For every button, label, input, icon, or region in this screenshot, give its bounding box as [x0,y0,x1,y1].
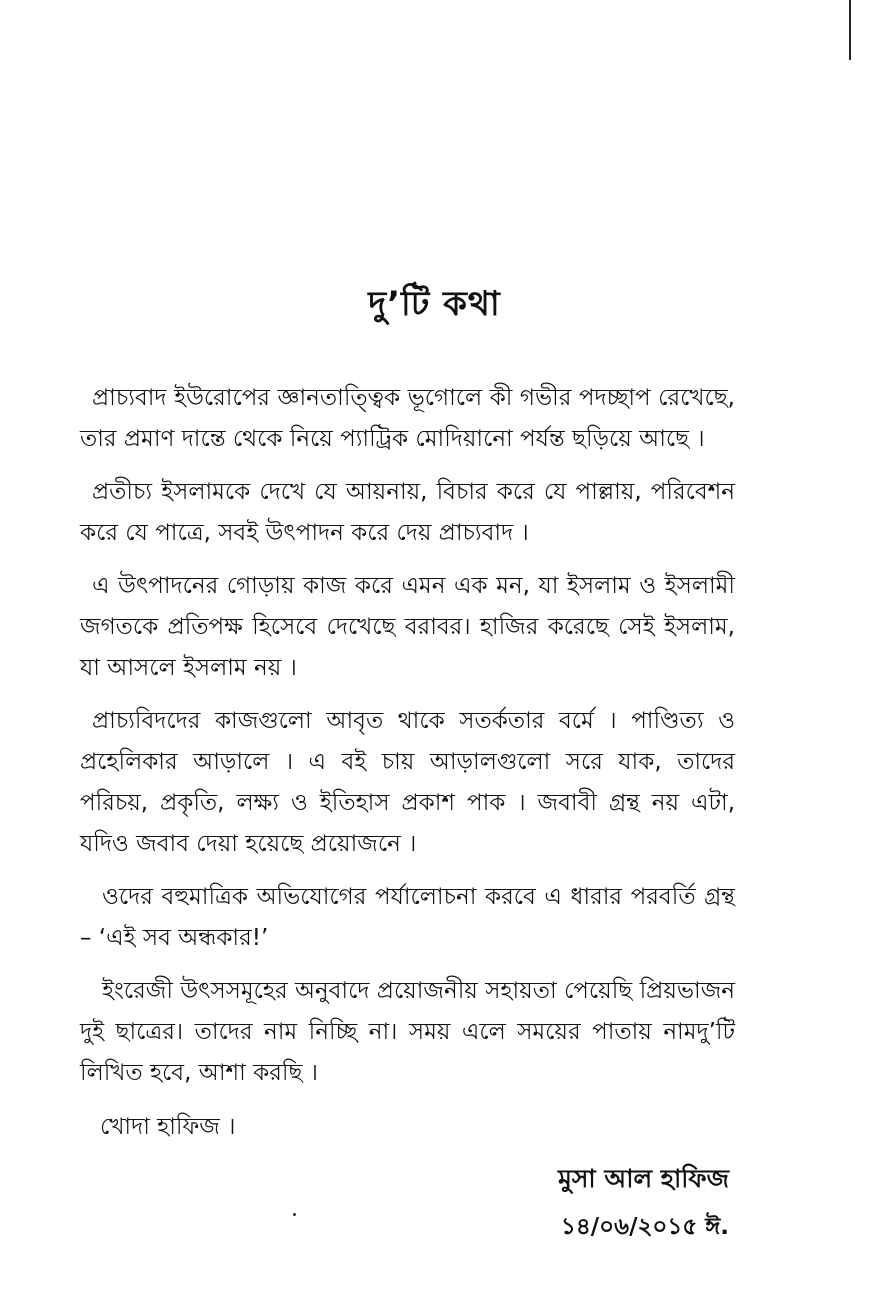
page-title: দু’টি কথা [368,284,501,324]
paragraph-1: প্রাচ্যবাদ ইউরোপের জ্ঞানতাত্ত্বিক ভূগোলে কী গভীর পদচ্ছাপ রেখেছে, তার প্রমাণ দান্তে থেকে নিয়ে প্যাট্রিক মোদিয়ানো পর্যন্ত ছড়িয়ে আছে । [80,385,735,452]
closing-greeting: খোদা হাফিজ । [100,1114,236,1140]
paragraph-4: প্রাচ্যবিদদের কাজগুলো আবৃত থাকে সতর্কতার বর্মে । পাণ্ডিত্য ও প্রহেলিকার আড়ালে । এ বই চায় আড়ালগুলো সরে যাক, তাদের পরিচয়, প্রকৃতি, লক্ষ্য ও ইতিহাস প্রকাশ পাক । জবাবী গ্রন্থ নয় এটা, যদিও জবাব দেয়া হয়েছে প্রয়োজনে । [80,708,735,857]
paragraph-3: এ উৎপাদনের গোড়ায় কাজ করে এমন এক মন, যা ইসলাম ও ইসলামী জগতকে প্রতিপক্ষ হিসেবে দেখেছে বরাবর। হাজির করেছে সেই ইসলাম, যা আসলে ইসলাম নয় । [80,573,735,681]
paragraph-5: ওদের বহুমাত্রিক অভিযোগের পর্যালোচনা করবে এ ধারার পরবর্তি গ্রন্থ – ‘এই সব অন্ধকার!’ [80,884,735,951]
print-speck [293,1213,296,1216]
paragraph-6: ইংরেজী উৎসসমূহের অনুবাদে প্রয়োজনীয় সহায়তা পেয়েছি প্রিয়ভাজন দুই ছাত্রের। তাদের নাম নিচ্ছি না। সময় এলে সময়ের পাতায় নামদু’টি লিখিত হবে, আশা করছি । [80,978,735,1086]
signature-block [558,1155,729,1251]
body-text [80,378,735,1106]
author-name: মুসা আল হাফিজ [557,1164,729,1193]
paragraph-2: প্রতীচ্য ইসলামকে দেখে যে আয়নায়, বিচার করে যে পাল্লায়, পরিবেশন করে যে পাত্রে, সবই উৎপাদন করে দেয় প্রাচ্যবাদ । [80,479,735,546]
signature-date: ১৪/০৬/২০১৫ ঈ. [560,1214,729,1240]
page-edge-line [849,0,851,60]
